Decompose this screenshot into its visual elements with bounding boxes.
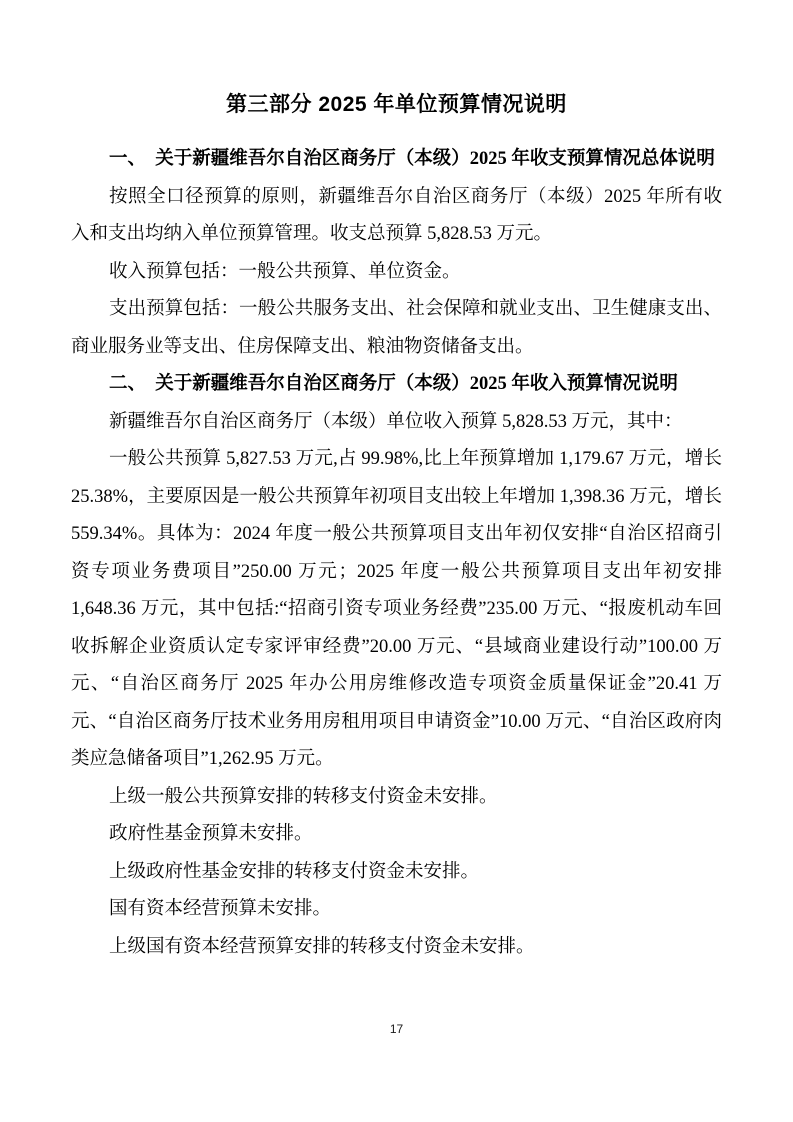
paragraph-income-total: 新疆维吾尔自治区商务厅（本级）单位收入预算 5,828.53 万元，其中： (109, 411, 683, 432)
paragraph-budget-total: 按照全口径预算的原则，新疆维吾尔自治区商务厅（本级）2025 年所有收入和支出均纳入单位预算管理。收支总预算 5,828.53 万元。 (71, 186, 722, 244)
paragraph-expenditure-scope: 支出预算包括：一般公共服务支出、社会保障和就业支出、卫生健康支出、商业服务业等支出、住房保障支出、粮油物资储备支出。 (71, 299, 722, 357)
paragraph-income-scope: 收入预算包括：一般公共预算、单位资金。 (109, 261, 461, 282)
paragraph-state-capital-none: 国有资本经营预算未安排。 (109, 899, 332, 919)
paragraph-gov-fund-transfer-none: 上级政府性基金安排的转移支付资金未安排。 (109, 861, 480, 882)
paragraph-gov-fund-none: 政府性基金预算未安排。 (109, 824, 313, 844)
paragraph-transfer-payment-none: 上级一般公共预算安排的转移支付资金未安排。 (109, 786, 498, 807)
page-number: 17 (389, 1022, 404, 1036)
doc-title: 第三部分 2025 年单位预算情况说明 (226, 93, 567, 116)
section-heading-2: 二、 关于新疆维吾尔自治区商务厅（本级）2025 年收入预算情况说明 (109, 374, 678, 394)
paragraph-state-capital-transfer-none: 上级国有资本经营预算安排的转移支付资金未安排。 (109, 936, 535, 957)
paragraph-income-detail: 一般公共预算 5,827.53 万元,占 99.98%,比上年预算增加 1,179.67 万元，增长 25.38%，主要原因是一般公共预算年初项目支出较上年增加 1,398.36 万元，增长 559.34%。具体为：2024 年度一般公共预算项目支出年初仅安排“自治区招商引资专项业务费项目”250.00 万元；2025 年度一般公共预算项目支出年初安排 1,648.36 万元，其中包括:“招商引资专项业务经费”235.00 万元、“报废机动车回收拆解企业资质认定专家评审经费”20.00 万元、“县域商业建设行动”100.00 万元、“自治区商务厅 2025 年办公用房维修改造专项资金质量保证金”20.41 万元、“自治区商务厅技术业务用房租用项目申请资金”10.00 万元、“自治区政府肉类应急储备项目”1,262.95 万元。 (71, 449, 722, 769)
section-heading-1: 一、 关于新疆维吾尔自治区商务厅（本级）2025 年收支预算情况总体说明 (109, 149, 715, 169)
document-content (71, 86, 722, 966)
